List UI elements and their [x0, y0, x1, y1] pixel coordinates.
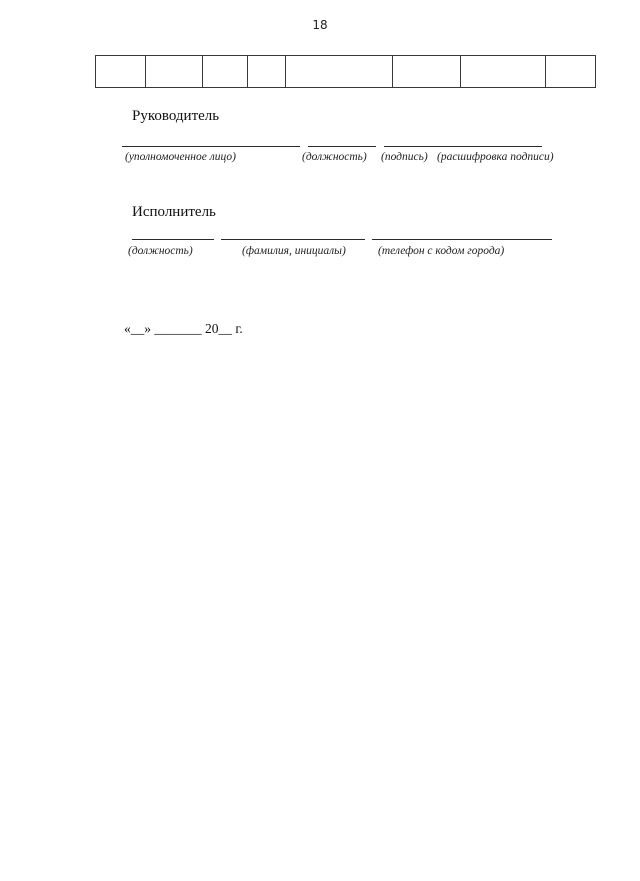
table-cell: [461, 56, 546, 88]
executor-name-caption: (фамилия, инициалы): [242, 245, 346, 257]
head-decoding-caption: (расшифровка подписи): [437, 151, 554, 163]
page-number: 18: [312, 18, 328, 32]
executor-name-line[interactable]: [221, 239, 365, 240]
date-line: «__» _______ 20__ г.: [124, 321, 243, 336]
executor-phone-line[interactable]: [372, 239, 552, 240]
head-signature-caption: (подпись): [381, 151, 428, 163]
head-person-caption: (уполномоченное лицо): [125, 151, 236, 163]
executor-phone-caption: (телефон с кодом города): [378, 245, 505, 257]
executor-title: Исполнитель: [132, 204, 216, 220]
table-cell: [546, 56, 596, 88]
head-person-line[interactable]: [122, 146, 300, 147]
head-position-caption: (должность): [302, 151, 367, 163]
table-cell: [146, 56, 203, 88]
head-title: Руководитель: [132, 108, 220, 124]
head-position-line[interactable]: [308, 146, 376, 147]
table-cell: [203, 56, 248, 88]
table-cell: [96, 56, 146, 88]
table-cell: [248, 56, 286, 88]
executor-position-line[interactable]: [132, 239, 214, 240]
table-cell: [286, 56, 393, 88]
empty-table-row: [95, 55, 596, 88]
executor-position-caption: (должность): [128, 245, 193, 257]
table-cell: [393, 56, 461, 88]
head-signature-line[interactable]: [384, 146, 542, 147]
